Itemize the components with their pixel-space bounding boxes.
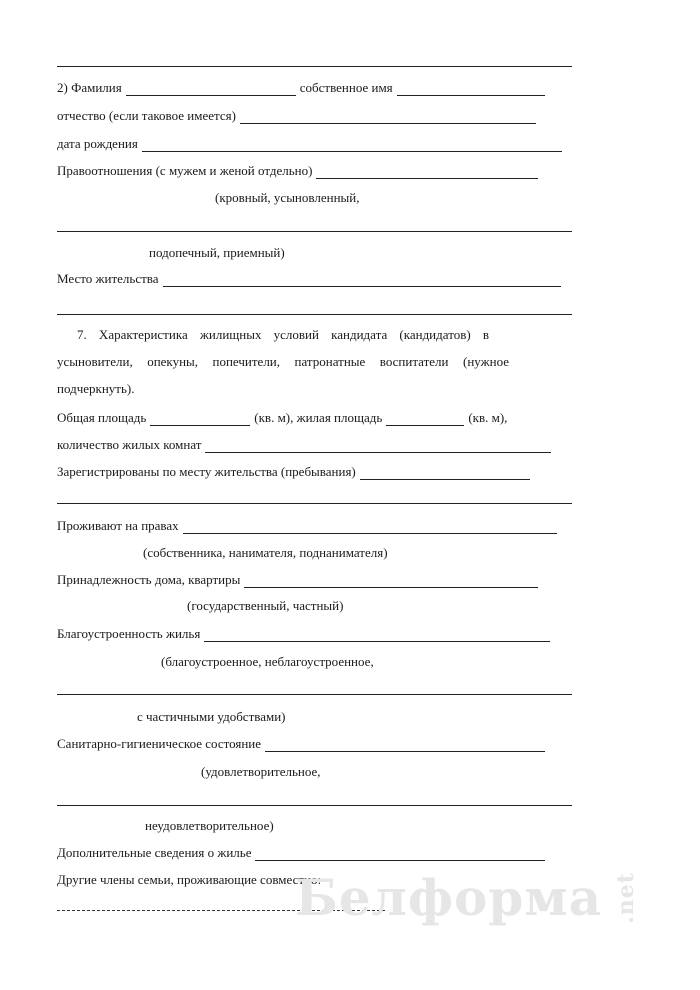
registered-label: Зарегистрированы по месту жительства (пребывания) — [57, 464, 356, 479]
rights-hint: (собственника, нанимателя, поднанимателя) — [143, 545, 388, 560]
patronymic-label: отчество (если таковое имеется) — [57, 108, 236, 123]
ownership-blank[interactable] — [244, 576, 538, 588]
belforma-watermark — [295, 868, 654, 927]
blank-line — [57, 66, 572, 67]
relationship-hint-1: (кровный, усыновленный, — [215, 190, 360, 205]
blank-line — [57, 694, 572, 695]
name-blank[interactable] — [397, 84, 545, 96]
amenities-blank[interactable] — [204, 630, 550, 642]
family-label: Другие члены семьи, проживающие совместно: — [57, 872, 322, 887]
amenities-hint-1: (благоустроенное, неблагоустроенное, — [161, 654, 374, 669]
total-area-blank[interactable] — [150, 414, 250, 426]
extra-row — [57, 845, 549, 861]
rooms-blank[interactable] — [205, 441, 551, 453]
patronymic-blank[interactable] — [240, 112, 536, 124]
name-label: собственное имя — [299, 80, 393, 95]
area-unit-2: (кв. м), — [468, 410, 508, 425]
rooms-row — [57, 437, 555, 453]
section7-heading-line1: 7. Характеристика жилищных условий кандидата (кандидатов) в — [77, 327, 489, 342]
ownership-row — [57, 572, 542, 588]
area-row — [57, 410, 507, 426]
sanitary-label: Санитарно-гигиеническое состояние — [57, 736, 262, 751]
relationship-row — [57, 163, 542, 179]
living-area-blank[interactable] — [386, 414, 464, 426]
relationship-hint-2: подопечный, приемный) — [149, 245, 285, 260]
sanitary-blank[interactable] — [265, 740, 545, 752]
blank-line — [57, 314, 572, 315]
surname-blank[interactable] — [126, 84, 296, 96]
ownership-label: Принадлежность дома, квартиры — [57, 572, 241, 587]
rights-row — [57, 518, 561, 534]
rights-label: Проживают на правах — [57, 518, 179, 533]
registered-blank[interactable] — [360, 468, 530, 480]
amenities-hint-2: с частичными удобствами) — [137, 709, 286, 724]
amenities-row — [57, 626, 554, 642]
rights-blank[interactable] — [183, 522, 557, 534]
relationship-blank[interactable] — [316, 167, 538, 179]
total-area-label: Общая площадь — [57, 410, 147, 425]
watermark-brand: Белформа — [295, 868, 603, 927]
birthdate-blank[interactable] — [142, 140, 562, 152]
registered-row — [57, 464, 534, 480]
rooms-label: количество жилых комнат — [57, 437, 202, 452]
birthdate-row — [57, 136, 566, 152]
blank-line — [57, 503, 572, 504]
residence-row — [57, 271, 565, 287]
blank-line — [57, 231, 572, 232]
residence-label: Место жительства — [57, 271, 159, 286]
amenities-label: Благоустроенность жилья — [57, 626, 201, 641]
sanitary-row — [57, 736, 549, 752]
area-unit-1: (кв. м), жилая площадь — [254, 410, 383, 425]
surname-label: 2) Фамилия — [57, 80, 122, 95]
extra-blank[interactable] — [255, 849, 545, 861]
section7-heading-line3: подчеркнуть). — [57, 381, 135, 396]
patronymic-row — [57, 108, 540, 124]
sanitary-hint-2: неудовлетворительное) — [145, 818, 274, 833]
blank-line — [57, 805, 572, 806]
relationship-label: Правоотношения (с мужем и женой отдельно) — [57, 163, 313, 178]
extra-label: Дополнительные сведения о жилье — [57, 845, 252, 860]
birthdate-label: дата рождения — [57, 136, 138, 151]
watermark-suffix: .net — [613, 872, 640, 924]
ownership-hint: (государственный, частный) — [187, 598, 344, 613]
surname-row — [57, 80, 549, 96]
section7-heading-line2: усыновители, опекуны, попечители, патронатные воспитатели (нужное — [57, 354, 509, 369]
sanitary-hint-1: (удовлетворительное, — [201, 764, 321, 779]
residence-blank[interactable] — [163, 275, 561, 287]
